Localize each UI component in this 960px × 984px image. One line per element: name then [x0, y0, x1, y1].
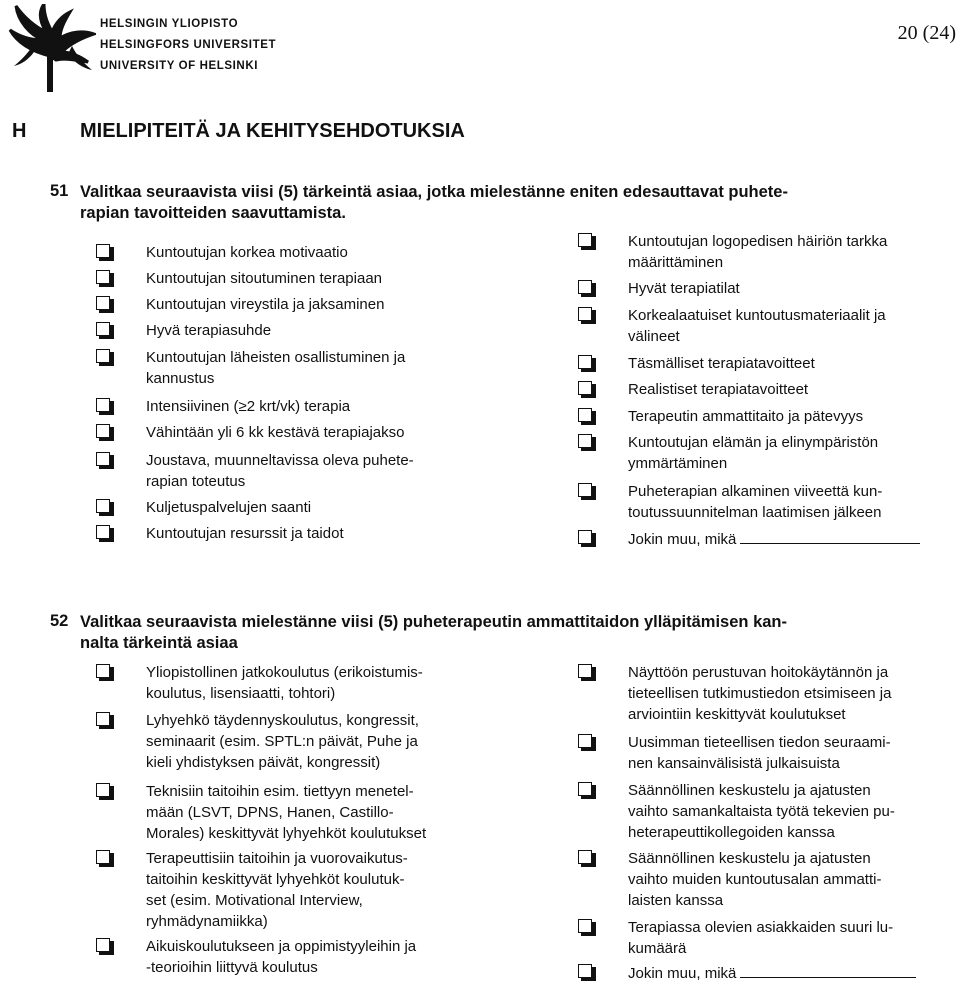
option-label — [146, 662, 423, 704]
option-checkbox[interactable] — [578, 406, 600, 426]
option-checkbox[interactable] — [96, 936, 118, 956]
option-label — [146, 523, 344, 544]
option-label-text: Realistiset terapiatavoitteet — [628, 381, 809, 398]
option-label-text: Näyttöön perustuvan hoitokäytännön ja — [628, 664, 889, 681]
option-label-line — [146, 268, 382, 289]
question-text-line: Valitkaa seuraavista viisi (5) tärkeintä asiaa, jotka mielestänne eniten edesauttavat puhete- — [80, 183, 788, 201]
other-fill-in-blank[interactable] — [740, 962, 916, 978]
option-label-line — [628, 683, 891, 704]
option-label-line — [146, 731, 419, 752]
option-checkbox[interactable] — [96, 268, 118, 288]
answer-option — [578, 732, 891, 774]
option-label-line — [146, 848, 408, 869]
option-label-line — [628, 453, 878, 474]
answer-option — [96, 523, 344, 544]
option-checkbox[interactable] — [578, 917, 600, 937]
option-label-text: Kuntoutujan logopedisen häiriön tarkka — [628, 233, 888, 250]
option-checkbox[interactable] — [578, 481, 600, 501]
option-label-line — [628, 962, 916, 984]
option-label — [628, 379, 808, 400]
option-label-text: kumäärä — [628, 940, 687, 957]
option-label-line — [146, 683, 423, 704]
option-label-text: taitoihin keskittyvät lyhyehköt koulutuk- — [146, 871, 405, 888]
option-label-text: kieli yhdistyksen päivät, kongressit) — [146, 754, 381, 771]
option-checkbox[interactable] — [578, 662, 600, 682]
option-label-text: Terapiassa olevien asiakkaiden suuri lu- — [628, 919, 894, 936]
option-checkbox[interactable] — [578, 353, 600, 373]
option-label — [628, 528, 920, 550]
option-label — [146, 347, 405, 389]
option-label-line — [146, 450, 414, 471]
answer-option — [578, 780, 895, 843]
option-label-line — [628, 917, 893, 938]
option-label — [628, 231, 887, 273]
option-label-text: määrittäminen — [628, 254, 724, 271]
answer-option — [96, 242, 348, 263]
option-label — [628, 962, 916, 984]
option-label-text: Teknisiin taitoihin esim. tiettyyn menetel- — [146, 783, 414, 800]
option-label — [628, 278, 740, 299]
option-label — [628, 406, 863, 427]
option-label — [146, 268, 382, 289]
option-label — [628, 432, 878, 474]
option-checkbox[interactable] — [578, 962, 600, 982]
option-label-text: ymmärtäminen — [628, 455, 728, 472]
answer-option — [96, 936, 416, 978]
option-label-text: koulutus, lisensiaatti, tohtori) — [146, 685, 336, 702]
option-label — [628, 732, 891, 774]
option-label-line — [628, 278, 740, 299]
option-label-line — [628, 528, 920, 550]
option-label-line — [628, 662, 891, 683]
option-checkbox[interactable] — [96, 497, 118, 517]
option-label-line — [628, 801, 895, 822]
option-label-line — [628, 326, 886, 347]
option-label-text: Jokin muu, mikä — [628, 965, 737, 982]
option-label-line — [628, 481, 882, 502]
option-checkbox[interactable] — [96, 710, 118, 730]
option-label-text: Kuntoutujan vireystila ja jaksaminen — [146, 296, 385, 313]
option-label-line — [146, 523, 344, 544]
page-number: 20 (24) — [897, 22, 956, 44]
question-text-line: Valitkaa seuraavista mielestänne viisi (5) puheterapeutin ammattitaidon ylläpitämisen kan- — [80, 613, 788, 631]
university-name-fi: HELSINGIN YLIOPISTO — [100, 18, 239, 30]
answer-option — [578, 962, 916, 984]
option-label-line — [146, 471, 414, 492]
option-label — [146, 242, 348, 263]
option-label-text: arviointiin keskittyvät koulutukset — [628, 706, 846, 723]
option-label-line — [628, 848, 881, 869]
option-checkbox[interactable] — [578, 278, 600, 298]
option-label-line — [146, 320, 271, 341]
option-checkbox[interactable] — [578, 379, 600, 399]
option-label-line — [628, 938, 893, 959]
option-checkbox[interactable] — [578, 305, 600, 325]
option-label — [628, 353, 815, 374]
option-label — [146, 497, 311, 518]
answer-option — [578, 848, 881, 911]
option-label — [146, 781, 426, 844]
option-label-line — [146, 422, 404, 443]
option-label-line — [628, 353, 815, 374]
option-label — [146, 710, 419, 773]
option-label-text: laisten kanssa — [628, 892, 724, 909]
option-checkbox[interactable] — [96, 848, 118, 868]
option-label-text: Intensiivinen (≥2 krt/vk) terapia — [146, 398, 351, 415]
question-52-number: 52 — [50, 612, 69, 630]
option-label-line — [146, 890, 408, 911]
answer-option — [96, 848, 408, 932]
option-label-line — [628, 869, 881, 890]
option-label-text: Yliopistollinen jatkokoulutus (erikoistumis- — [146, 664, 423, 681]
answer-option — [96, 294, 384, 315]
option-label-text: Säännöllinen keskustelu ja ajatusten — [628, 782, 871, 799]
option-label-line — [146, 957, 416, 978]
option-checkbox[interactable] — [96, 662, 118, 682]
option-label-line — [146, 294, 384, 315]
option-label — [146, 320, 271, 341]
option-label-line — [146, 396, 350, 417]
answer-option — [578, 231, 887, 273]
option-label-line — [628, 753, 891, 774]
answer-option — [96, 268, 382, 289]
option-label-text: vaihto samankaltaista työtä tekevien pu- — [628, 803, 895, 820]
option-label-line — [146, 497, 311, 518]
university-name-sv: HELSINGFORS UNIVERSITET — [100, 39, 277, 51]
option-label — [146, 936, 416, 978]
university-names — [100, 14, 276, 77]
option-label-line — [628, 502, 882, 523]
option-label-text: Morales) keskittyvät lyhyehköt koulutukset — [146, 825, 427, 842]
option-label-line — [628, 890, 881, 911]
option-label-line — [628, 252, 887, 273]
option-label-text: tieteellisen tutkimustiedon etsimiseen ja — [628, 685, 892, 702]
answer-option — [578, 481, 882, 523]
other-fill-in-blank[interactable] — [740, 528, 920, 544]
question-52-text — [80, 612, 950, 654]
option-checkbox[interactable] — [578, 528, 600, 548]
option-label-line — [628, 379, 808, 400]
option-label — [628, 917, 893, 959]
option-label-line — [146, 662, 423, 683]
option-label-line — [628, 406, 863, 427]
answer-option — [96, 450, 414, 492]
option-label-text: Vähintään yli 6 kk kestävä terapiajakso — [146, 424, 405, 441]
option-checkbox[interactable] — [578, 432, 600, 452]
answer-option — [578, 432, 878, 474]
question-text-line: nalta tärkeintä asiaa — [80, 634, 238, 652]
option-label-text: ryhmädynamiikka) — [146, 913, 268, 930]
answer-option — [96, 422, 404, 443]
answer-option — [96, 662, 423, 704]
option-label-line — [146, 242, 348, 263]
option-label-text: Lyhyehkö täydennyskoulutus, kongressit, — [146, 712, 419, 729]
option-label-text: -teorioihin liittyvä koulutus — [146, 959, 318, 976]
option-label — [628, 780, 895, 843]
answer-option — [96, 497, 311, 518]
answer-option — [96, 320, 271, 341]
option-label-line — [146, 347, 405, 368]
option-checkbox[interactable] — [578, 780, 600, 800]
option-label-text: Kuljetuspalvelujen saanti — [146, 499, 312, 516]
option-label-text: Säännöllinen keskustelu ja ajatusten — [628, 850, 871, 867]
option-checkbox[interactable] — [96, 523, 118, 543]
option-label-text: Kuntoutujan resurssit ja taidot — [146, 525, 344, 542]
option-label-text: Jokin muu, mikä — [628, 531, 737, 548]
option-label — [628, 305, 886, 347]
option-label-text: Kuntoutujan korkea motivaatio — [146, 244, 348, 261]
option-label-line — [628, 231, 887, 252]
option-label-text: heterapeuttikollegoiden kanssa — [628, 824, 835, 841]
university-torch-logo — [4, 4, 96, 92]
option-label-line — [146, 823, 426, 844]
option-label-text: Kuntoutujan läheisten osallistuminen ja — [146, 349, 406, 366]
option-label-line — [628, 305, 886, 326]
option-checkbox[interactable] — [578, 231, 600, 251]
option-checkbox[interactable] — [96, 450, 118, 470]
option-label-text: Joustava, muunneltavissa oleva puhete- — [146, 452, 414, 469]
option-label-text: kannustus — [146, 370, 215, 387]
option-checkbox[interactable] — [578, 848, 600, 868]
option-label — [628, 662, 891, 725]
option-label-line — [146, 781, 426, 802]
option-checkbox[interactable] — [96, 396, 118, 416]
option-label — [146, 450, 414, 492]
answer-option — [96, 781, 426, 844]
option-label-line — [628, 704, 891, 725]
option-checkbox[interactable] — [96, 242, 118, 262]
option-label-text: Korkealaatuiset kuntoutusmateriaalit ja — [628, 307, 886, 324]
answer-option — [578, 379, 808, 400]
option-label-text: nen kansainvälisistä julkaisuista — [628, 755, 840, 772]
option-label — [146, 396, 350, 417]
answer-option — [96, 710, 419, 773]
university-name-en: UNIVERSITY OF HELSINKI — [100, 60, 259, 72]
option-checkbox[interactable] — [578, 732, 600, 752]
answer-option — [578, 917, 893, 959]
option-label-text: set (esim. Motivational Interview, — [146, 892, 363, 909]
option-label — [146, 294, 384, 315]
option-checkbox[interactable] — [96, 781, 118, 801]
option-label-text: Kuntoutujan sitoutuminen terapiaan — [146, 270, 383, 287]
option-label-line — [146, 911, 408, 932]
option-label — [146, 848, 408, 932]
option-label-text: Aikuiskoulutukseen ja oppimistyyleihin ja — [146, 938, 417, 955]
answer-option — [96, 347, 405, 389]
answer-option — [578, 353, 815, 374]
option-label-text: Terapeutin ammattitaito ja pätevyys — [628, 408, 864, 425]
question-text-line: rapian tavoitteiden saavuttamista. — [80, 204, 346, 222]
section-letter: H — [12, 120, 27, 142]
option-checkbox[interactable] — [96, 294, 118, 314]
option-checkbox[interactable] — [96, 422, 118, 442]
option-label-text: Puheterapian alkaminen viiveettä kun- — [628, 483, 883, 500]
option-label-line — [146, 752, 419, 773]
option-label-text: välineet — [628, 328, 680, 345]
option-label-text: mään (LSVT, DPNS, Hanen, Castillo- — [146, 804, 394, 821]
option-label-line — [146, 869, 408, 890]
option-label — [146, 422, 404, 443]
option-label-line — [628, 432, 878, 453]
option-label — [628, 481, 882, 523]
answer-option — [96, 396, 350, 417]
option-label-text: Terapeuttisiin taitoihin ja vuorovaikutus- — [146, 850, 408, 867]
option-label-text: toutussuunnitelman laatimisen jälkeen — [628, 504, 882, 521]
option-label — [628, 848, 881, 911]
option-label-text: Kuntoutujan elämän ja elinympäristön — [628, 434, 879, 451]
answer-option — [578, 662, 891, 725]
option-checkbox[interactable] — [96, 320, 118, 340]
option-label-text: Täsmälliset terapiatavoitteet — [628, 355, 815, 372]
option-label-line — [146, 368, 405, 389]
answer-option — [578, 278, 740, 299]
option-label-text: Uusimman tieteellisen tiedon seuraami- — [628, 734, 891, 751]
option-label-text: seminaarit (esim. SPTL:n päivät, Puhe ja — [146, 733, 418, 750]
answer-option — [578, 406, 863, 427]
option-label-line — [628, 780, 895, 801]
option-label-text: Hyvä terapiasuhde — [146, 322, 272, 339]
option-label-line — [146, 802, 426, 823]
option-label-line — [146, 710, 419, 731]
option-label-text: Hyvät terapiatilat — [628, 280, 740, 297]
option-checkbox[interactable] — [96, 347, 118, 367]
option-label-line — [146, 936, 416, 957]
section-title: MIELIPITEITÄ JA KEHITYSEHDOTUKSIA — [80, 120, 465, 142]
option-label-text: vaihto muiden kuntoutusalan ammatti- — [628, 871, 882, 888]
option-label-line — [628, 822, 895, 843]
question-51-text — [80, 182, 950, 224]
answer-option — [578, 305, 886, 347]
question-51-number: 51 — [50, 182, 69, 200]
option-label-text: rapian toteutus — [146, 473, 246, 490]
option-label-line — [628, 732, 891, 753]
answer-option — [578, 528, 920, 550]
